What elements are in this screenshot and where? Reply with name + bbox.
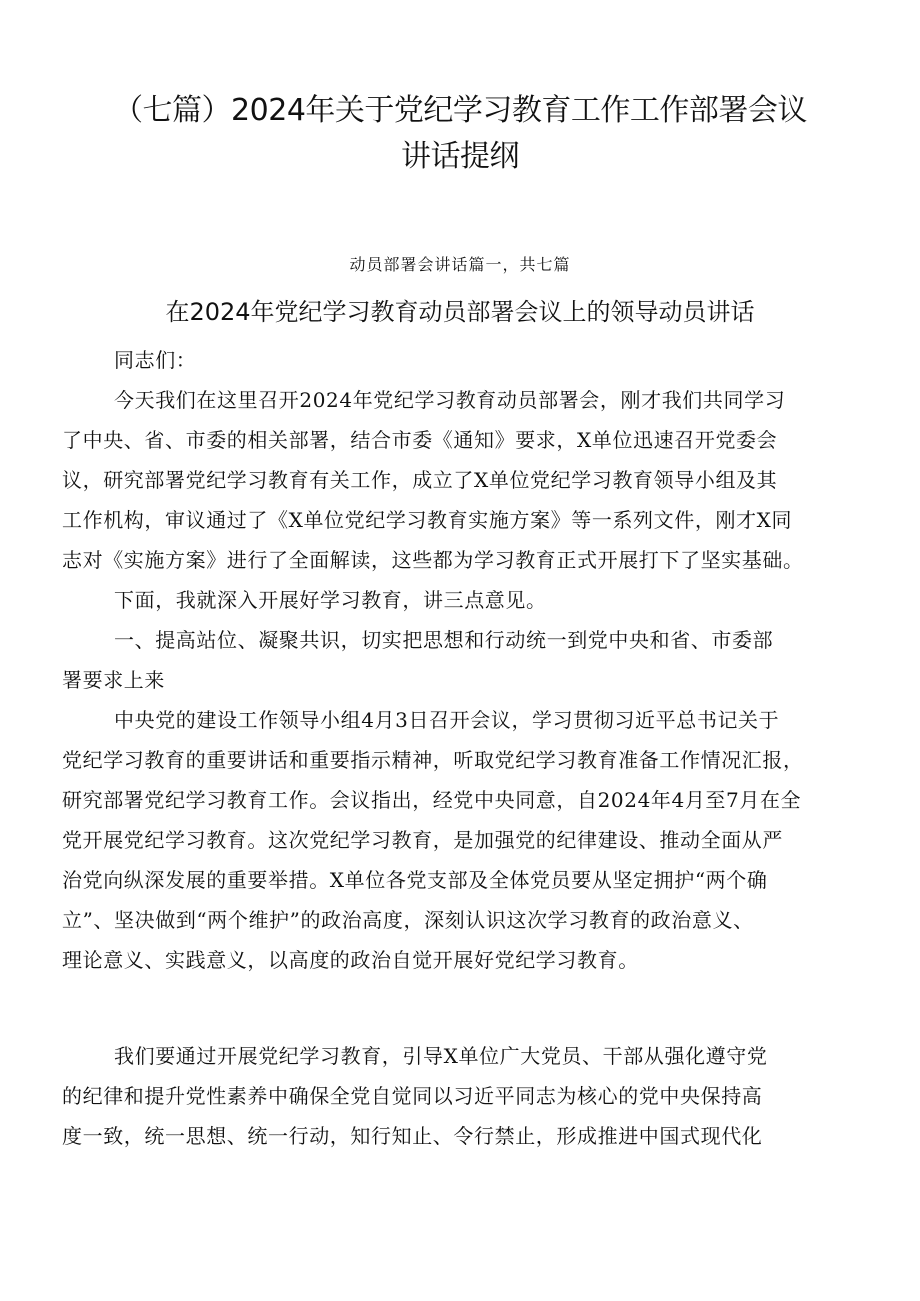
- speech-title: 在2024年党纪学习教育动员部署会议上的领导动员讲话: [165, 298, 755, 326]
- paragraph-line: 工作机构，审议通过了《X单位党纪学习教育实施方案》等一系列文件，刚才X同: [62, 508, 793, 532]
- paragraph-line: 党纪学习教育的重要讲话和重要指示精神，听取党纪学习教育准备工作情况汇报，: [62, 748, 804, 772]
- greeting: [62, 340, 862, 380]
- paragraph-line: 下面，我就深入开展好学习教育，讲三点意见。: [114, 588, 547, 612]
- paragraph-line: 度一致，统一思想、统一行动，知行知止、令行禁止，形成推进中国式现代化: [62, 1124, 763, 1148]
- greeting-text: 同志们：: [114, 348, 197, 372]
- paragraph-transition: [62, 580, 862, 620]
- paragraph-line: 立”、坚决做到“两个维护”的政治高度，深刻认识这次学习教育的政治意义、: [62, 908, 754, 932]
- paragraph-line: 了中央、省、市委的相关部署，结合市委《通知》要求，X单位迅速召开党委会: [62, 428, 778, 452]
- document-title-line-1: （七篇）2024年关于党纪学习教育工作工作部署会议: [113, 93, 807, 128]
- paragraph-guidance: [62, 1036, 862, 1156]
- paragraph-line: 议，研究部署党纪学习教育有关工作，成立了X单位党纪学习教育领导小组及其: [62, 468, 778, 492]
- paragraph-line: 治党向纵深发展的重要举措。X单位各党支部及全体党员要从坚定拥护“两个确: [62, 868, 768, 892]
- document-title: [60, 88, 860, 180]
- document-title-line-2: 讲话提纲: [401, 139, 519, 174]
- section-heading-one: [62, 620, 862, 700]
- paragraph-line: 一、提高站位、凝聚共识，切实把思想和行动统一到党中央和省、市委部: [114, 628, 774, 652]
- section-subtitle: 动员部署会讲话篇一，共七篇: [349, 255, 571, 274]
- paragraph-line: 理论意义、实践意义，以高度的政治自觉开展好党纪学习教育。: [62, 948, 639, 972]
- paragraph-line: 我们要通过开展党纪学习教育，引导X单位广大党员、干部从强化遵守党: [114, 1044, 768, 1068]
- paragraph-line: 研究部署党纪学习教育工作。会议指出，经党中央同意，自2024年4月至7月在全: [62, 788, 802, 812]
- paragraph-line: 中央党的建设工作领导小组4月3日召开会议，学习贯彻习近平总书记关于: [114, 708, 780, 732]
- paragraph-line: 署要求上来: [62, 668, 165, 692]
- paragraph-line: 党开展党纪学习教育。这次党纪学习教育，是加强党的纪律建设、推动全面从严: [62, 828, 783, 852]
- paragraph-line: 的纪律和提升党性素养中确保全党自觉同以习近平同志为核心的党中央保持高: [62, 1084, 763, 1108]
- paragraph-central-meeting: [62, 700, 862, 980]
- paragraph-line: 今天我们在这里召开2024年党纪学习教育动员部署会，刚才我们共同学习: [114, 388, 786, 412]
- paragraph-line: 志对《实施方案》进行了全面解读，这些都为学习教育正式开展打下了坚实基础。: [62, 548, 804, 572]
- paragraph-intro: [62, 380, 862, 580]
